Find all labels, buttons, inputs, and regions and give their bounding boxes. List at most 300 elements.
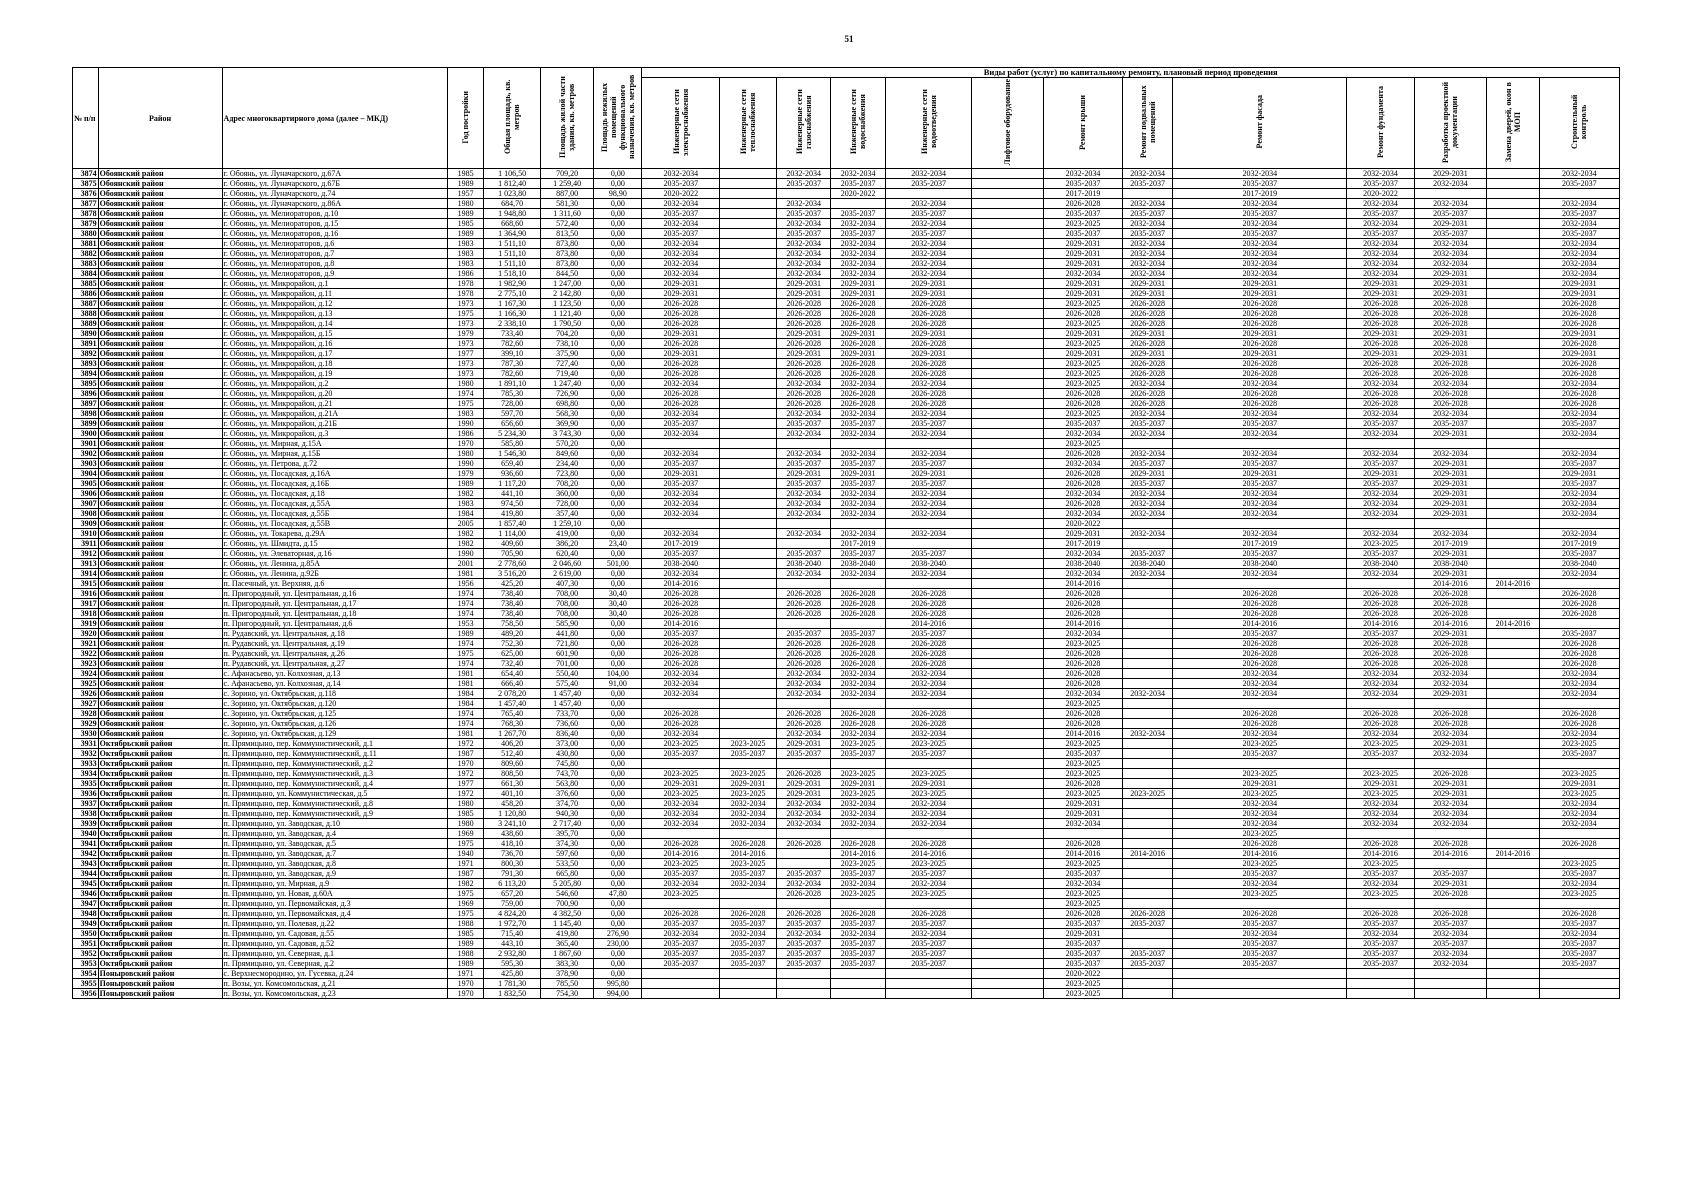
cell-work-period: 2032-2034 (642, 219, 720, 229)
table-row (73, 249, 1620, 259)
cell-work-period: 2023-2025 (1043, 379, 1122, 389)
table-row (73, 549, 1620, 559)
cell-work-period (1173, 579, 1347, 589)
table-row (73, 559, 1620, 569)
cell-work-period (1487, 319, 1539, 329)
cell-work-period: 2026-2028 (642, 389, 720, 399)
cell-work-period: 2023-2025 (1043, 409, 1122, 419)
cell-work-period: 2032-2034 (1123, 489, 1173, 499)
cell-work-period (1123, 639, 1173, 649)
cell-work-period: 2029-2031 (1414, 479, 1487, 489)
cell-work-period: 2029-2031 (642, 279, 720, 289)
cell-work-period: 2032-2034 (1539, 249, 1619, 259)
cell-district: Обоянский район (98, 219, 222, 229)
cell-work-period: 2032-2034 (776, 269, 830, 279)
cell-year: 1983 (447, 499, 483, 509)
cell-nonliving-area: 0,00 (594, 629, 642, 639)
cell-work-period: 2023-2025 (1347, 539, 1414, 549)
cell-work-period: 2029-2031 (1173, 329, 1347, 339)
cell-work-period: 2023-2025 (1173, 789, 1347, 799)
cell-work-period: 2026-2028 (1414, 589, 1487, 599)
cell-work-period: 2029-2031 (1414, 289, 1487, 299)
cell-address: г. Обоянь, ул. Микрорайон, д.15 (222, 329, 447, 339)
cell-district: Обоянский район (98, 479, 222, 489)
cell-address: п. Прямицыно, ул. Заводская, д.4 (222, 829, 447, 839)
cell-work-period (972, 869, 1044, 879)
cell-district: Обоянский район (98, 279, 222, 289)
cell-work-period (1487, 799, 1539, 809)
cell-work-period (1539, 579, 1619, 589)
cell-work-period: 2032-2034 (831, 509, 885, 519)
cell-num: 3880 (73, 229, 99, 239)
cell-work-period: 2032-2034 (776, 489, 830, 499)
cell-address: г. Обоянь, ул. Луначарского, д.74 (222, 189, 447, 199)
cell-nonliving-area: 0,00 (594, 439, 642, 449)
cell-work-period (831, 619, 885, 629)
cell-work-period: 2032-2034 (642, 929, 720, 939)
cell-num: 3913 (73, 559, 99, 569)
cell-nonliving-area: 0,00 (594, 689, 642, 699)
cell-work-period (1173, 899, 1347, 909)
cell-work-period: 2032-2034 (885, 239, 972, 249)
cell-work-period: 2032-2034 (1539, 219, 1619, 229)
cell-work-period: 2035-2037 (885, 959, 972, 969)
cell-work-period (972, 689, 1044, 699)
cell-work-period: 2029-2031 (1043, 809, 1122, 819)
cell-work-period: 2026-2028 (1414, 339, 1487, 349)
cell-num: 3877 (73, 199, 99, 209)
cell-work-period: 2026-2028 (1043, 469, 1122, 479)
cell-work-period: 2023-2025 (831, 789, 885, 799)
cell-work-period: 2029-2031 (1414, 779, 1487, 789)
cell-work-period: 2032-2034 (642, 679, 720, 689)
cell-work-period: 2026-2028 (885, 719, 972, 729)
cell-work-period: 2026-2028 (1123, 389, 1173, 399)
cell-work-period (720, 279, 777, 289)
cell-work-period (1347, 759, 1414, 769)
cell-total-area: 425,20 (484, 579, 541, 589)
cell-work-period: 2032-2034 (1539, 429, 1619, 439)
cell-work-period: 2035-2037 (1173, 419, 1347, 429)
table-row (73, 949, 1620, 959)
cell-year: 1977 (447, 779, 483, 789)
cell-address: с. Верхнесмородино, ул. Гусевка, д.24 (222, 969, 447, 979)
cell-work-period (972, 919, 1044, 929)
cell-living-area: 1 145,40 (540, 919, 593, 929)
cell-num: 3895 (73, 379, 99, 389)
cell-work-period: 2026-2028 (1173, 389, 1347, 399)
cell-year: 1985 (447, 809, 483, 819)
cell-work-period: 2035-2037 (720, 919, 777, 929)
cell-total-area: 5 234,30 (484, 429, 541, 439)
cell-work-period: 2032-2034 (1123, 569, 1173, 579)
cell-living-area: 570,20 (540, 439, 593, 449)
cell-year: 1987 (447, 749, 483, 759)
cell-address: г. Обоянь, ул. Микрорайон, д.12 (222, 299, 447, 309)
cell-work-period: 2032-2034 (720, 879, 777, 889)
cell-work-period (720, 299, 777, 309)
cell-work-period: 2014-2016 (720, 849, 777, 859)
cell-work-period: 2023-2025 (1043, 319, 1122, 329)
cell-nonliving-area: 0,00 (594, 469, 642, 479)
cell-living-area: 733,70 (540, 709, 593, 719)
cell-work-period: 2032-2034 (1347, 259, 1414, 269)
cell-work-period: 2026-2028 (642, 319, 720, 329)
cell-work-period (972, 639, 1044, 649)
cell-work-period: 2032-2034 (776, 239, 830, 249)
cell-nonliving-area: 0,00 (594, 649, 642, 659)
cell-work-period (972, 939, 1044, 949)
col-work-foundation: Ремонт фундамента (1347, 78, 1414, 169)
cell-work-period: 2026-2028 (642, 639, 720, 649)
cell-address: с. Зорино, ул. Октябрьская, д.120 (222, 699, 447, 709)
cell-total-area: 1 106,50 (484, 169, 541, 179)
cell-work-period (776, 699, 830, 709)
table-row (73, 859, 1620, 869)
table-row (73, 279, 1620, 289)
cell-work-period (1123, 589, 1173, 599)
cell-num: 3902 (73, 449, 99, 459)
cell-work-period: 2029-2031 (1414, 549, 1487, 559)
cell-year: 1982 (447, 529, 483, 539)
cell-nonliving-area: 0,00 (594, 239, 642, 249)
cell-work-period: 2029-2031 (831, 279, 885, 289)
cell-work-period: 2029-2031 (1123, 329, 1173, 339)
cell-work-period: 2032-2034 (776, 669, 830, 679)
cell-work-period: 2035-2037 (1173, 479, 1347, 489)
cell-num: 3952 (73, 949, 99, 959)
cell-total-area: 585,80 (484, 439, 541, 449)
cell-num: 3936 (73, 789, 99, 799)
cell-work-period: 2029-2031 (1414, 569, 1487, 579)
cell-work-period: 2035-2037 (1173, 749, 1347, 759)
cell-work-period: 2014-2016 (1043, 849, 1122, 859)
cell-work-period: 2026-2028 (1539, 709, 1619, 719)
cell-work-period: 2026-2028 (885, 359, 972, 369)
cell-living-area: 441,80 (540, 629, 593, 639)
cell-work-period (720, 349, 777, 359)
cell-living-area: 374,70 (540, 799, 593, 809)
cell-work-period: 2032-2034 (1043, 269, 1122, 279)
cell-work-period: 2023-2025 (1173, 769, 1347, 779)
cell-total-area: 759,00 (484, 899, 541, 909)
cell-total-area: 808,50 (484, 769, 541, 779)
cell-work-period: 2035-2037 (1414, 229, 1487, 239)
cell-work-period: 2026-2028 (1173, 839, 1347, 849)
col-work-water: Инженерные сети водоснабжения (831, 78, 885, 169)
cell-year: 1989 (447, 229, 483, 239)
cell-district: Октябрьский район (98, 739, 222, 749)
cell-work-period: 2029-2031 (1347, 279, 1414, 289)
cell-work-period: 2023-2025 (885, 859, 972, 869)
cell-nonliving-area: 0,00 (594, 279, 642, 289)
cell-work-period: 2035-2037 (1347, 479, 1414, 489)
cell-work-period (972, 759, 1044, 769)
cell-work-period (1123, 989, 1173, 999)
cell-work-period: 2026-2028 (1539, 659, 1619, 669)
cell-work-period (972, 249, 1044, 259)
cell-district: Октябрьский район (98, 949, 222, 959)
cell-work-period: 2032-2034 (831, 379, 885, 389)
cell-num: 3926 (73, 689, 99, 699)
cell-district: Обоянский район (98, 519, 222, 529)
table-row (73, 429, 1620, 439)
cell-total-area: 458,20 (484, 799, 541, 809)
cell-living-area: 873,80 (540, 259, 593, 269)
cell-living-area: 374,30 (540, 839, 593, 849)
cell-work-period: 2032-2034 (1414, 199, 1487, 209)
cell-total-area: 1 518,10 (484, 269, 541, 279)
cell-work-period: 2032-2034 (1414, 799, 1487, 809)
cell-work-period (972, 809, 1044, 819)
cell-year: 1975 (447, 649, 483, 659)
cell-num: 3944 (73, 869, 99, 879)
col-work-electricity: Инженерные сети электроснабжения (642, 78, 720, 169)
cell-nonliving-area: 0,00 (594, 409, 642, 419)
cell-address: г. Обоянь, ул. Токарева, д.29А (222, 529, 447, 539)
cell-work-period: 2035-2037 (720, 959, 777, 969)
cell-work-period: 2032-2034 (1414, 449, 1487, 459)
cell-work-period: 2032-2034 (885, 669, 972, 679)
cell-num: 3883 (73, 259, 99, 269)
cell-num: 3879 (73, 219, 99, 229)
cell-living-area: 1 121,40 (540, 309, 593, 319)
cell-num: 3888 (73, 309, 99, 319)
cell-year: 1980 (447, 449, 483, 459)
cell-work-period: 2026-2028 (1043, 779, 1122, 789)
cell-work-period (1347, 979, 1414, 989)
cell-work-period: 2035-2037 (1173, 549, 1347, 559)
cell-year: 1984 (447, 689, 483, 699)
cell-work-period: 2029-2031 (1414, 689, 1487, 699)
cell-living-area: 585,90 (540, 619, 593, 629)
cell-work-period (720, 889, 777, 899)
cell-address: п. Рудавский, ул. Центральная, д.19 (222, 639, 447, 649)
cell-work-period (831, 579, 885, 589)
cell-work-period: 2029-2031 (1539, 329, 1619, 339)
cell-address: п. Прямицыно, пер. Коммунистический, д.8 (222, 799, 447, 809)
cell-work-period: 2029-2031 (885, 469, 972, 479)
cell-work-period (1123, 979, 1173, 989)
cell-address: г. Обоянь, ул. Микрорайон, д.21Б (222, 419, 447, 429)
cell-work-period: 2020-2022 (1043, 969, 1122, 979)
cell-total-area: 800,30 (484, 859, 541, 869)
cell-address: г. Обоянь, ул. Микрорайон, д.13 (222, 309, 447, 319)
cell-work-period (1487, 719, 1539, 729)
cell-work-period: 2032-2034 (1414, 379, 1487, 389)
cell-num: 3941 (73, 839, 99, 849)
cell-work-period (720, 209, 777, 219)
cell-work-period (1539, 439, 1619, 449)
cell-work-period: 2026-2028 (1539, 609, 1619, 619)
cell-work-period: 2032-2034 (776, 259, 830, 269)
cell-work-period (720, 269, 777, 279)
cell-year: 1969 (447, 829, 483, 839)
cell-work-period (1123, 889, 1173, 899)
cell-work-period: 2026-2028 (1539, 359, 1619, 369)
cell-work-period: 2032-2034 (1043, 689, 1122, 699)
cell-work-period: 2032-2034 (885, 449, 972, 459)
cell-work-period: 2032-2034 (1123, 429, 1173, 439)
cell-work-period: 2032-2034 (1173, 679, 1347, 689)
col-work-elevator: Лифтовое оборудование (972, 78, 1044, 169)
cell-address: п. Прямицыно, ул. Первомайская, д.3 (222, 899, 447, 909)
cell-work-period: 2029-2031 (831, 329, 885, 339)
cell-work-period: 2026-2028 (885, 399, 972, 409)
cell-work-period: 2026-2028 (885, 599, 972, 609)
cell-work-period: 2026-2028 (831, 719, 885, 729)
cell-year: 1974 (447, 659, 483, 669)
cell-work-period (642, 969, 720, 979)
cell-work-period: 2035-2037 (642, 949, 720, 959)
cell-work-period (1123, 779, 1173, 789)
cell-work-period: 2032-2034 (1347, 569, 1414, 579)
cell-work-period (972, 679, 1044, 689)
cell-work-period (1487, 939, 1539, 949)
cell-district: Обоянский район (98, 609, 222, 619)
cell-num: 3912 (73, 549, 99, 559)
cell-work-period (972, 239, 1044, 249)
cell-work-period: 2026-2028 (1123, 909, 1173, 919)
cell-work-period (720, 689, 777, 699)
cell-work-period: 2026-2028 (776, 659, 830, 669)
cell-year: 1984 (447, 509, 483, 519)
cell-work-period (1173, 519, 1347, 529)
cell-work-period (1414, 969, 1487, 979)
cell-work-period: 2032-2034 (1123, 509, 1173, 519)
cell-work-period (1487, 669, 1539, 679)
cell-num: 3903 (73, 459, 99, 469)
cell-work-period: 2032-2034 (885, 569, 972, 579)
cell-work-period: 2026-2028 (1414, 659, 1487, 669)
cell-address: п. Прямицыно, пер. Коммунистический, д.1 (222, 739, 447, 749)
cell-work-period: 2035-2037 (831, 869, 885, 879)
cell-work-period (720, 259, 777, 269)
cell-work-period: 2026-2028 (1539, 599, 1619, 609)
cell-work-period (885, 979, 972, 989)
cell-work-period (1123, 439, 1173, 449)
cell-work-period (972, 479, 1044, 489)
cell-work-period (720, 399, 777, 409)
cell-work-period: 2023-2025 (1043, 889, 1122, 899)
cell-work-period (720, 609, 777, 619)
cell-work-period: 2026-2028 (776, 769, 830, 779)
cell-district: Октябрьский район (98, 799, 222, 809)
cell-work-period: 2032-2034 (776, 569, 830, 579)
cell-year: 1980 (447, 819, 483, 829)
cell-district: Обоянский район (98, 549, 222, 559)
cell-year: 1988 (447, 949, 483, 959)
cell-work-period: 2032-2034 (885, 879, 972, 889)
cell-address: п. Пригородный, ул. Центральная, д.17 (222, 599, 447, 609)
cell-work-period: 2032-2034 (831, 729, 885, 739)
table-row (73, 649, 1620, 659)
cell-num: 3949 (73, 919, 99, 929)
cell-work-period: 2026-2028 (831, 589, 885, 599)
cell-work-period (776, 989, 830, 999)
cell-work-period: 2032-2034 (1347, 379, 1414, 389)
table-row (73, 789, 1620, 799)
cell-work-period: 2026-2028 (1347, 839, 1414, 849)
cell-total-area: 1 832,50 (484, 989, 541, 999)
cell-work-period: 2026-2028 (1173, 319, 1347, 329)
cell-work-period: 2023-2025 (1043, 759, 1122, 769)
cell-nonliving-area: 0,00 (594, 879, 642, 889)
cell-address: г. Обоянь, ул. Мелиораторов, д.7 (222, 249, 447, 259)
cell-nonliving-area: 0,00 (594, 619, 642, 629)
cell-nonliving-area: 0,00 (594, 269, 642, 279)
cell-work-period: 2029-2031 (642, 779, 720, 789)
cell-work-period: 2035-2037 (1173, 939, 1347, 949)
cell-work-period: 2035-2037 (776, 629, 830, 639)
cell-work-period (1123, 519, 1173, 529)
cell-work-period: 2032-2034 (1414, 749, 1487, 759)
cell-total-area: 2 338,10 (484, 319, 541, 329)
cell-work-period (972, 669, 1044, 679)
cell-work-period: 2032-2034 (831, 799, 885, 809)
cell-nonliving-area: 0,00 (594, 579, 642, 589)
cell-district: Обоянский район (98, 599, 222, 609)
cell-work-period: 2029-2031 (642, 289, 720, 299)
table-row (73, 529, 1620, 539)
cell-nonliving-area: 0,00 (594, 509, 642, 519)
cell-year: 1989 (447, 479, 483, 489)
cell-living-area: 844,50 (540, 269, 593, 279)
cell-work-period: 2026-2028 (1173, 299, 1347, 309)
cell-work-period (1487, 789, 1539, 799)
cell-total-area: 625,00 (484, 649, 541, 659)
cell-year: 1983 (447, 259, 483, 269)
cell-work-period: 2032-2034 (1043, 819, 1122, 829)
cell-work-period: 2029-2031 (642, 469, 720, 479)
cell-work-period: 2029-2031 (1414, 509, 1487, 519)
table-row (73, 299, 1620, 309)
cell-work-period: 2026-2028 (831, 909, 885, 919)
cell-work-period: 2023-2025 (720, 859, 777, 869)
cell-work-period: 2017-2019 (1173, 189, 1347, 199)
cell-work-period: 2032-2034 (642, 819, 720, 829)
cell-work-period: 2026-2028 (1347, 369, 1414, 379)
cell-work-period: 2035-2037 (1347, 949, 1414, 959)
cell-work-period: 2035-2037 (1539, 749, 1619, 759)
table-row (73, 969, 1620, 979)
cell-num: 3889 (73, 319, 99, 329)
cell-work-period: 2035-2037 (1539, 459, 1619, 469)
cell-address: п. Пригородный, ул. Центральная, д.6 (222, 619, 447, 629)
cell-work-period: 2035-2037 (1347, 869, 1414, 879)
cell-work-period: 2035-2037 (831, 229, 885, 239)
cell-work-period: 2029-2031 (1414, 219, 1487, 229)
cell-year: 1972 (447, 769, 483, 779)
cell-living-area: 386,20 (540, 539, 593, 549)
cell-work-period: 2026-2028 (831, 299, 885, 309)
cell-work-period (1487, 659, 1539, 669)
cell-work-period: 2032-2034 (1173, 449, 1347, 459)
cell-work-period: 2032-2034 (831, 529, 885, 539)
cell-work-period: 2026-2028 (642, 839, 720, 849)
cell-work-period: 2014-2016 (885, 619, 972, 629)
cell-work-period: 2017-2019 (831, 539, 885, 549)
cell-nonliving-area: 0,00 (594, 739, 642, 749)
table-row (73, 989, 1620, 999)
cell-address: г. Обоянь, ул. Микрорайон, д.3 (222, 429, 447, 439)
cell-work-period: 2035-2037 (642, 919, 720, 929)
cell-work-period: 2026-2028 (1347, 609, 1414, 619)
cell-work-period: 2032-2034 (1414, 409, 1487, 419)
cell-work-period: 2026-2028 (1414, 839, 1487, 849)
cell-work-period: 2014-2016 (642, 579, 720, 589)
cell-work-period: 2026-2028 (1043, 909, 1122, 919)
